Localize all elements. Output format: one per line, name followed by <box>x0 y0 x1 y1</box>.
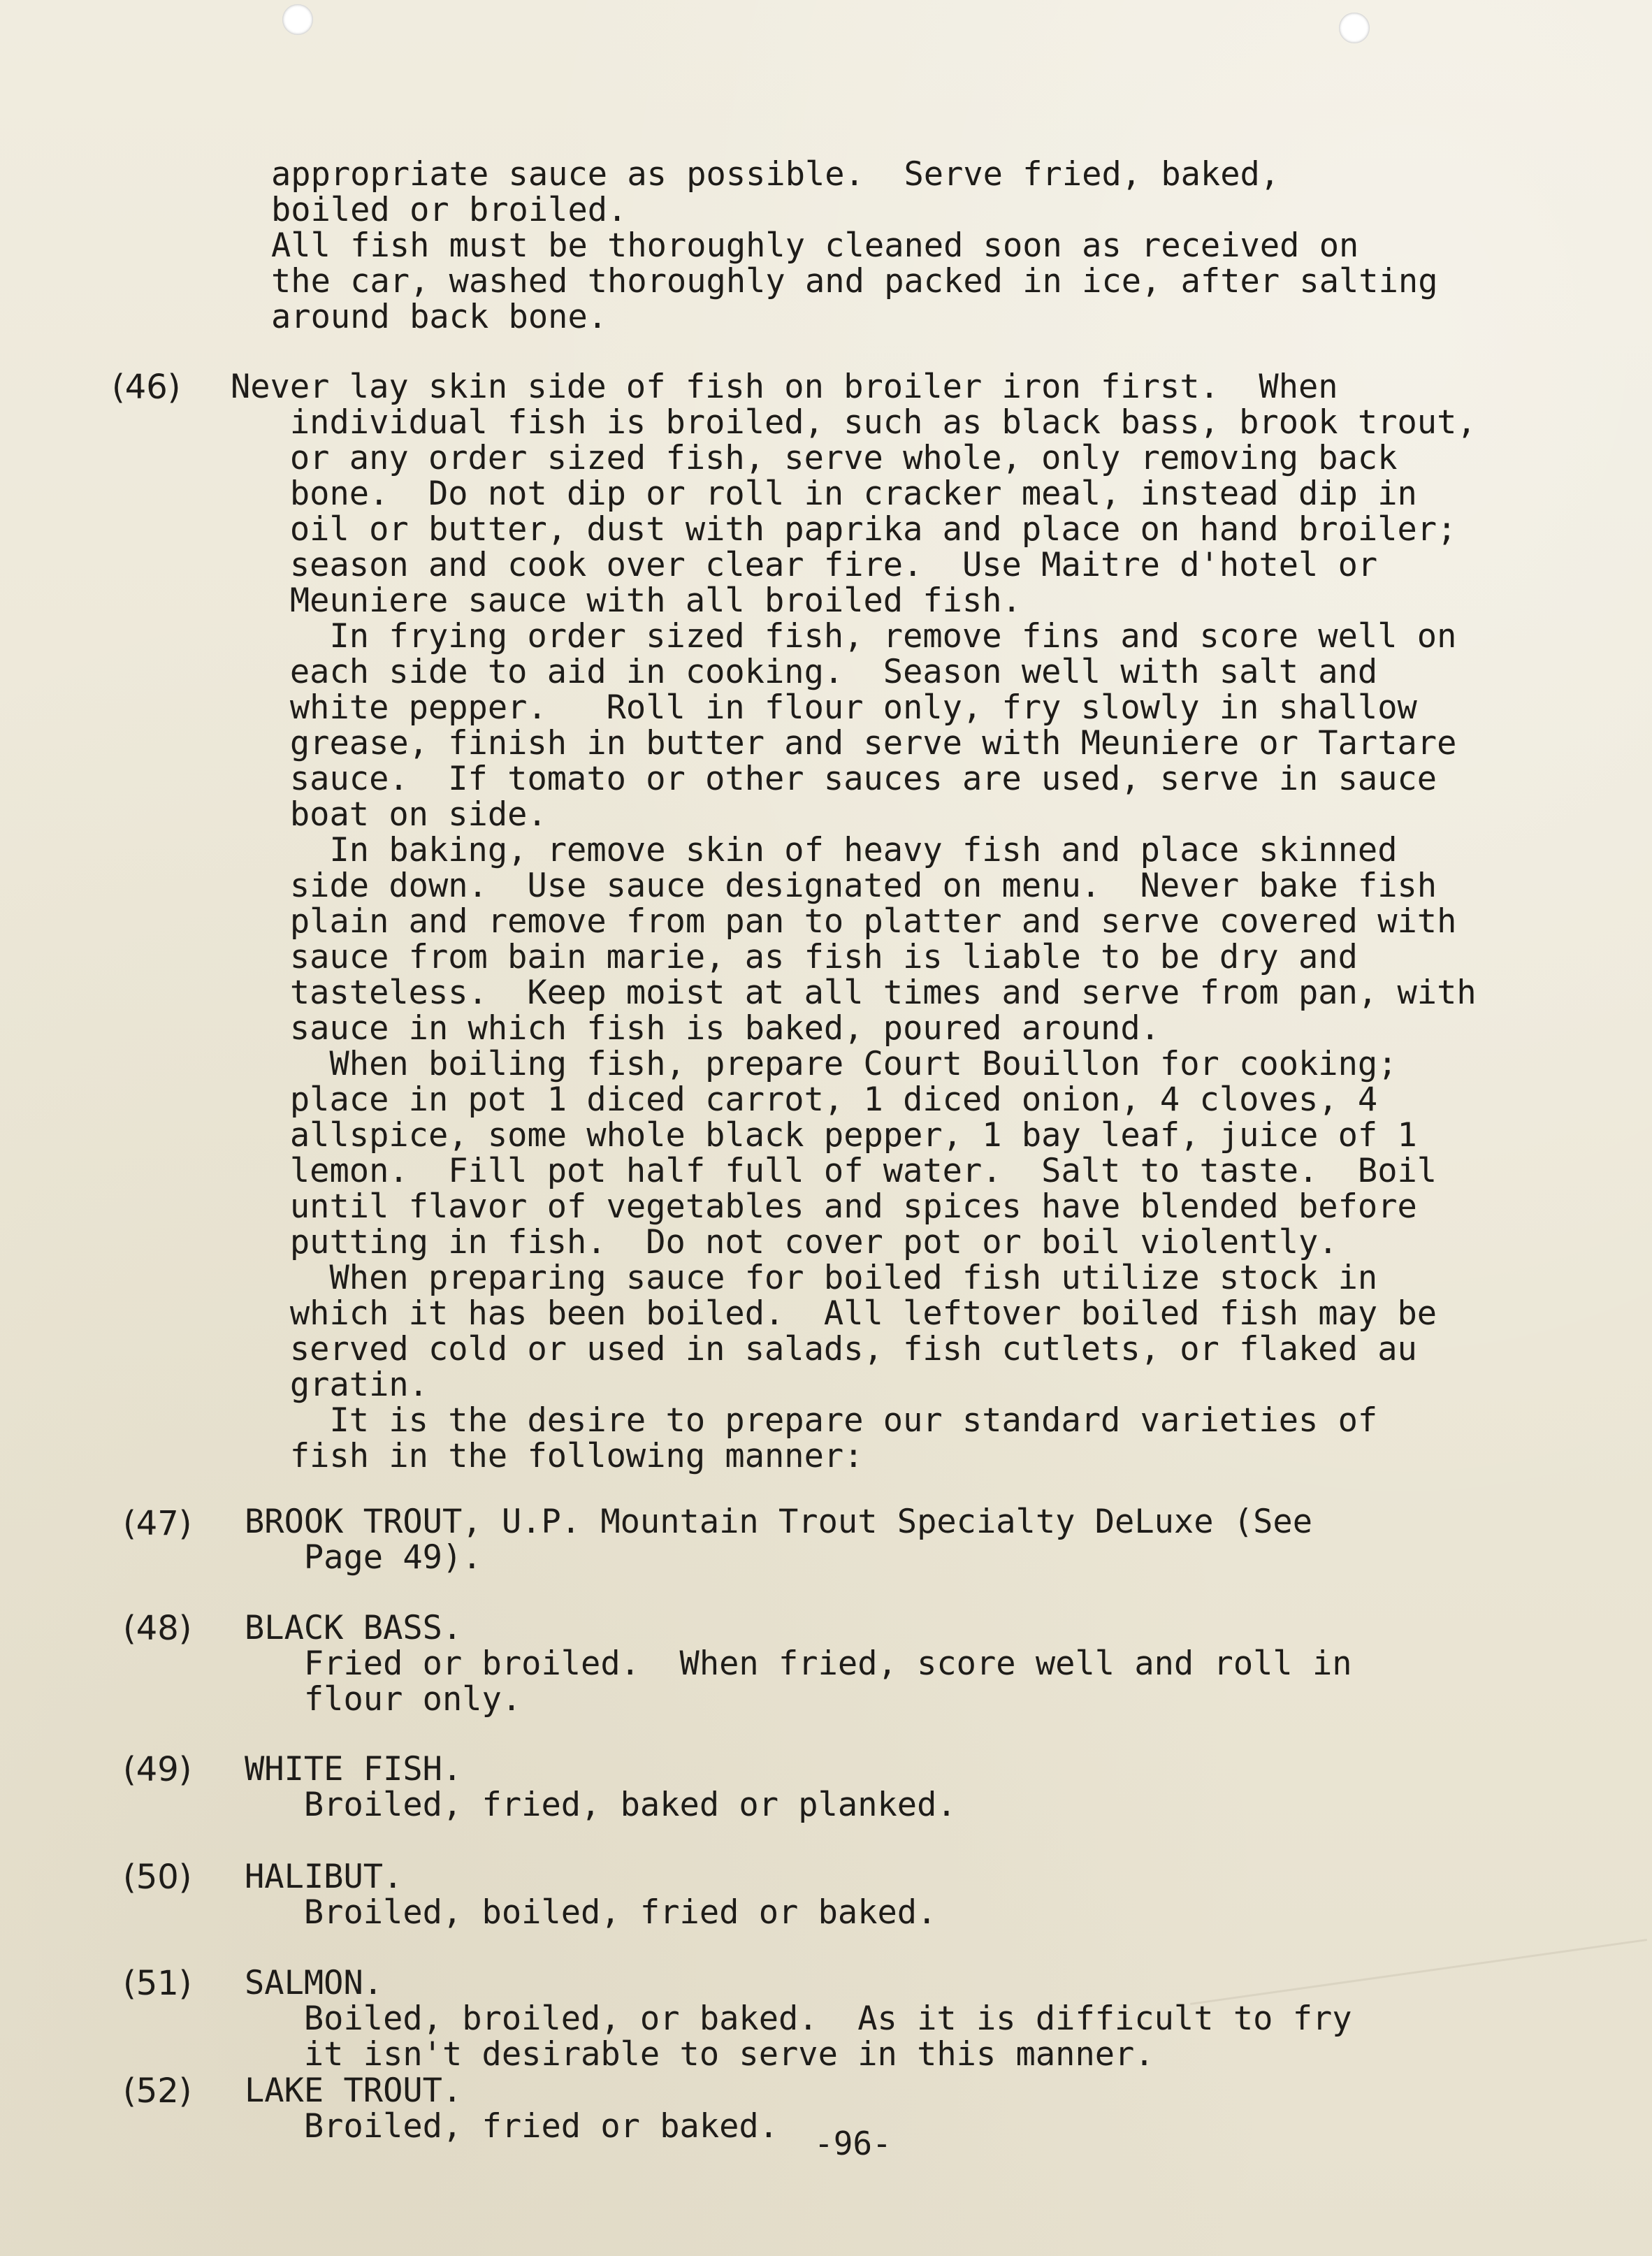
section-number: (52) <box>123 2071 192 2111</box>
text-line: tasteless. Keep moist at all times and serve from pan, with <box>231 974 1477 1012</box>
text-line: sauce in which fish is baked, poured around. <box>231 1009 1160 1048</box>
text-line: appropriate sauce as possible. Serve fried, baked, <box>271 155 1280 194</box>
text-line: lemon. Fill pot half full of water. Salt to taste. Boil <box>231 1152 1437 1190</box>
text-line: sauce from bain marie, as fish is liable to be dry and <box>231 938 1358 976</box>
section-49-text <box>245 1751 957 1823</box>
text-line: Page 49). <box>245 1538 482 1577</box>
text-line: around back bone. <box>271 298 608 336</box>
text-line: fish in the following manner: <box>231 1437 864 1475</box>
text-line: each side to aid in cooking. Season well with salt and <box>231 653 1378 691</box>
text-line: Never lay skin side of fish on broiler iron first. When <box>231 368 1338 406</box>
text-line: It is the desire to prepare our standard varieties of <box>231 1401 1378 1440</box>
section-50-text <box>245 1859 936 1930</box>
text-line: BLACK BASS. <box>245 1609 463 1647</box>
punch-hole-right <box>1339 13 1370 43</box>
text-line: bone. Do not dip or roll in cracker meal, instead dip in <box>231 475 1417 513</box>
text-line: Meuniere sauce with all broiled fish. <box>231 581 1022 620</box>
text-line: SALMON. <box>245 1964 384 2002</box>
text-line: flour only. <box>245 1680 522 1719</box>
section-number: (46) <box>112 368 181 407</box>
text-line: gratin. <box>231 1366 428 1404</box>
section-number: (49) <box>123 1750 192 1789</box>
text-line: LAKE TROUT. <box>245 2071 463 2110</box>
text-line: served cold or used in salads, fish cutlets, or flaked au <box>231 1330 1417 1368</box>
text-line: putting in fish. Do not cover pot or boil violently. <box>231 1223 1338 1261</box>
text-line: plain and remove from pan to platter and serve covered with <box>231 902 1457 941</box>
text-line: Boiled, broiled, or baked. As it is difficult to fry <box>245 2000 1352 2038</box>
text-line: white pepper. Roll in flour only, fry slowly in shallow <box>231 688 1417 727</box>
text-line: HALIBUT. <box>245 1858 403 1896</box>
text-line: In baking, remove skin of heavy fish and place skinned <box>231 831 1398 869</box>
text-line: boiled or broiled. <box>271 191 628 229</box>
text-line: the car, washed thoroughly and packed in ice, after salting <box>271 262 1438 301</box>
section-52-text <box>245 2073 778 2144</box>
text-line: until flavor of vegetables and spices have blended before <box>231 1187 1417 1226</box>
punch-hole-left <box>282 4 313 35</box>
text-line: Broiled, fried, baked or planked. <box>245 1786 957 1824</box>
section-47-text <box>245 1504 1312 1575</box>
section-48-text <box>245 1610 1352 1717</box>
text-line: oil or butter, dust with paprika and place on hand broiler; <box>231 510 1457 549</box>
text-line: Broiled, fried or baked. <box>245 2107 779 2146</box>
text-line: In frying order sized fish, remove fins and score well on <box>231 617 1457 656</box>
text-line: allspice, some whole black pepper, 1 bay leaf, juice of 1 <box>231 1116 1417 1155</box>
text-line: or any order sized fish, serve whole, only removing back <box>231 439 1398 477</box>
section-46-text <box>231 369 1477 1474</box>
text-line: individual fish is broiled, such as black bass, brook trout, <box>231 403 1477 442</box>
text-line: All fish must be thoroughly cleaned soon as received on <box>271 226 1359 265</box>
text-line: WHITE FISH. <box>245 1750 463 1788</box>
text-line: Fried or broiled. When fried, score well and roll in <box>245 1644 1352 1683</box>
section-number: (51) <box>123 1964 192 2003</box>
page-number: -96- <box>814 2125 892 2162</box>
section-number: (50) <box>123 1858 192 1897</box>
text-line: grease, finish in butter and serve with Meuniere or Tartare <box>231 724 1457 762</box>
intro-paragraph <box>271 157 1438 335</box>
text-line: Broiled, boiled, fried or baked. <box>245 1893 937 1932</box>
section-number: (48) <box>123 1609 192 1648</box>
text-line: season and cook over clear fire. Use Maitre d'hotel or <box>231 546 1378 584</box>
text-line: BROOK TROUT, U.P. Mountain Trout Specialty DeLuxe (See <box>245 1503 1313 1541</box>
text-line: place in pot 1 diced carrot, 1 diced onion, 4 cloves, 4 <box>231 1080 1378 1119</box>
text-line: When boiling fish, prepare Court Bouillon for cooking; <box>231 1045 1398 1083</box>
section-51-text <box>245 1965 1352 2072</box>
text-line: which it has been boiled. All leftover boiled fish may be <box>231 1294 1437 1333</box>
text-line: boat on side. <box>231 795 547 834</box>
text-line: sauce. If tomato or other sauces are used, serve in sauce <box>231 760 1437 798</box>
text-line: When preparing sauce for boiled fish utilize stock in <box>231 1259 1378 1297</box>
text-line: it isn't desirable to serve in this manner. <box>245 2035 1154 2074</box>
text-line: side down. Use sauce designated on menu. Never bake fish <box>231 867 1437 905</box>
section-number: (47) <box>123 1504 192 1543</box>
